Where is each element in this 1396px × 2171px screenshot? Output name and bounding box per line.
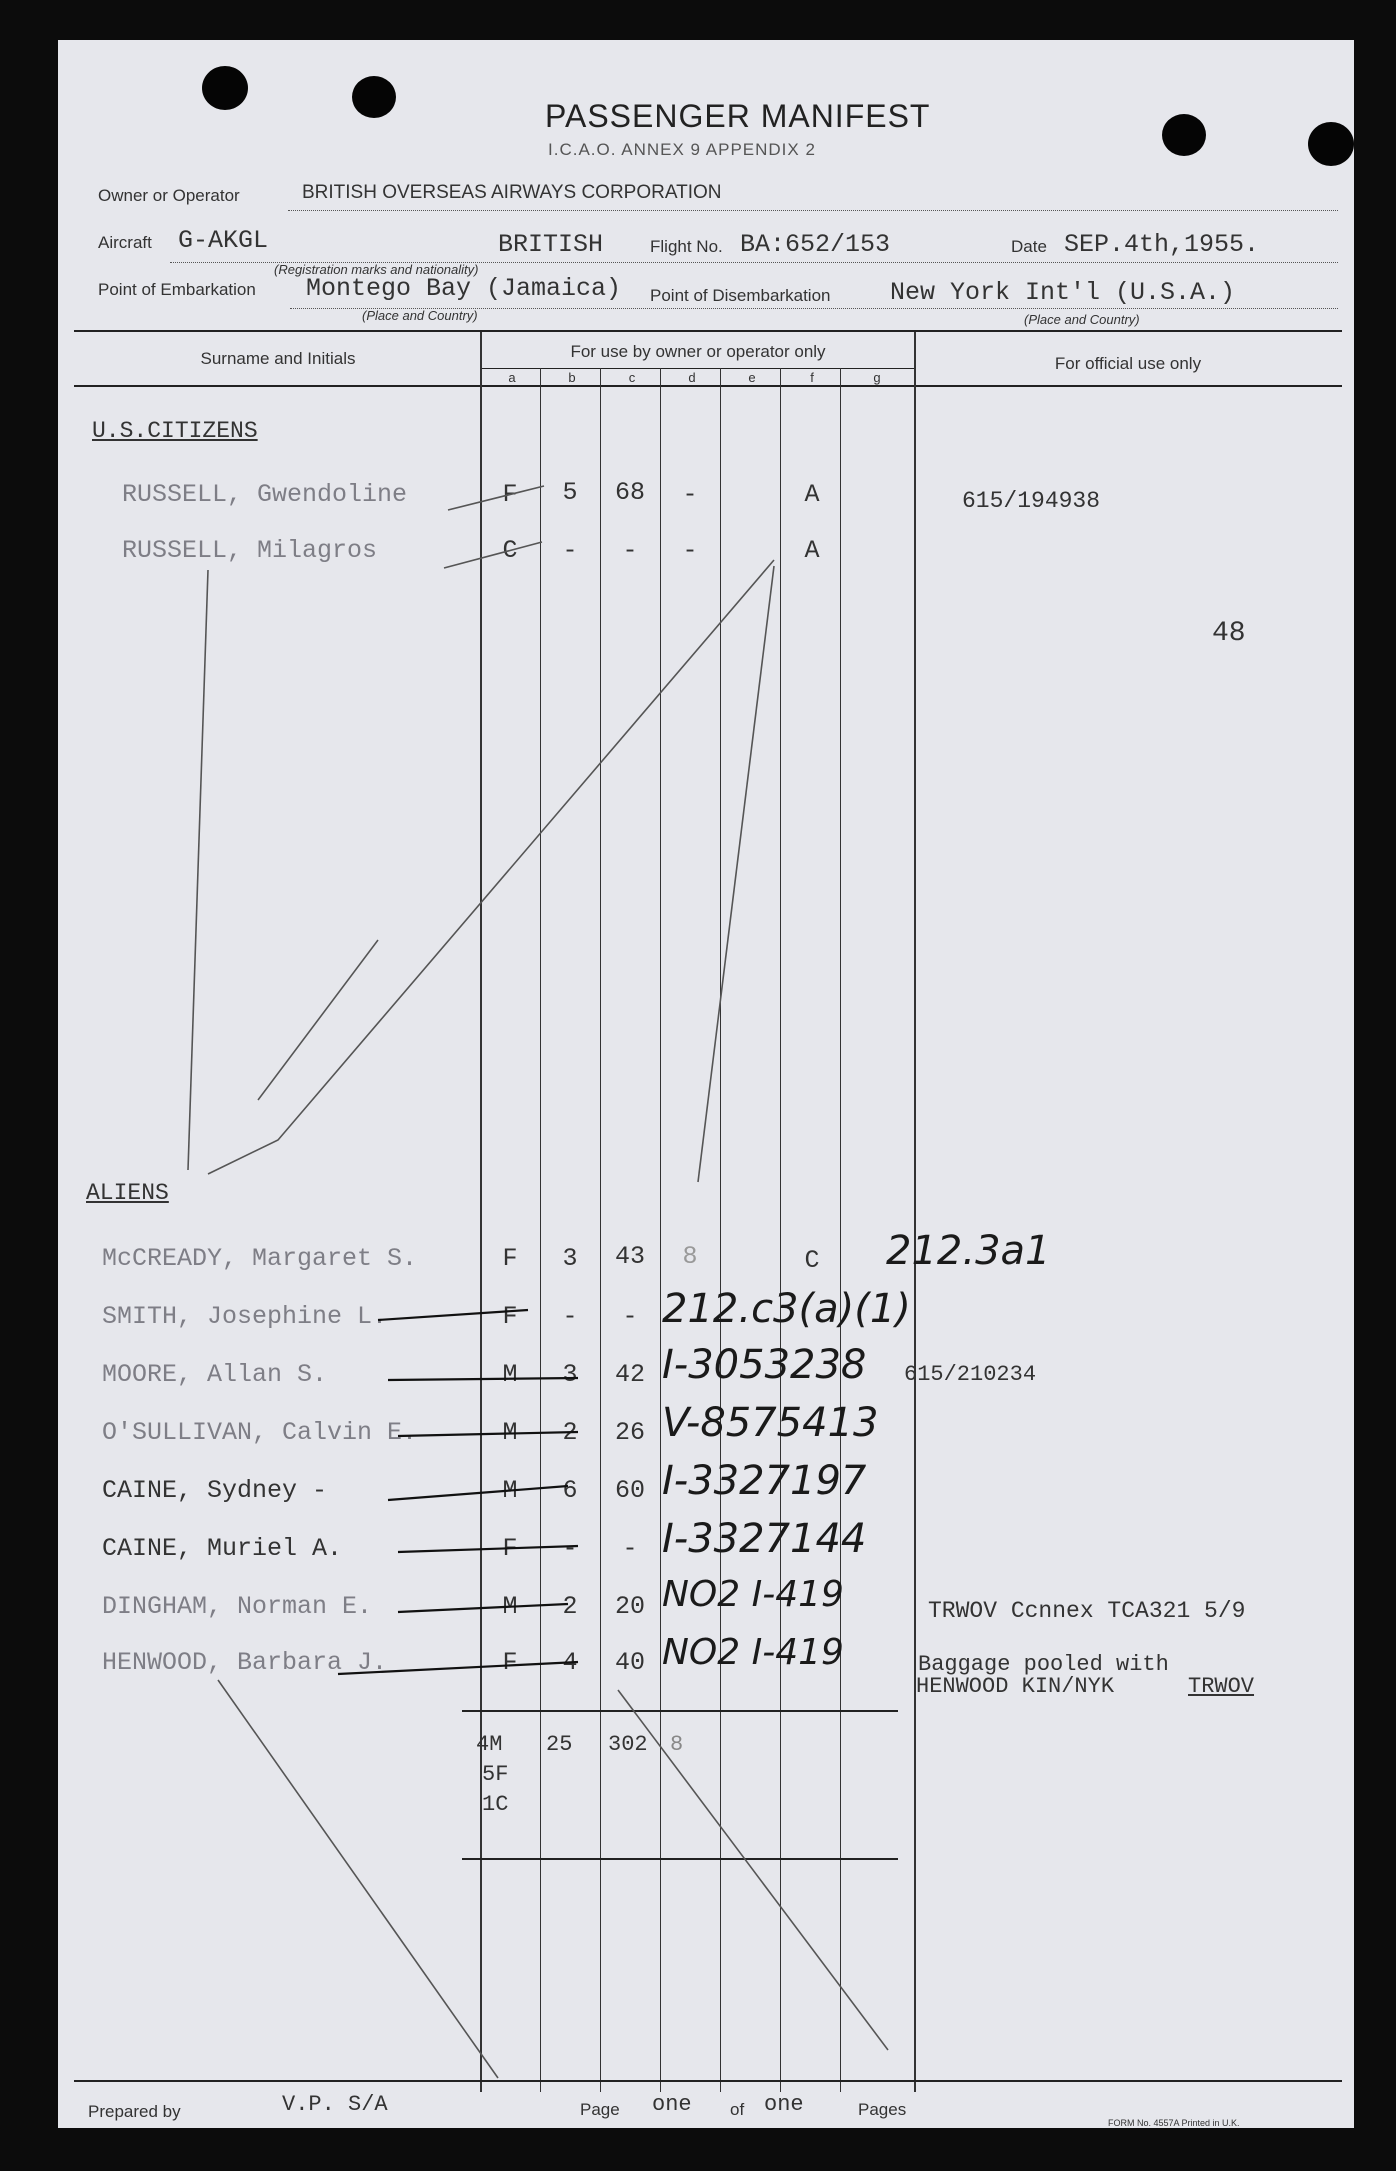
- pencil-diagonal: [218, 1680, 498, 2078]
- passenger-sex: F: [502, 480, 518, 509]
- passenger-sex: M: [502, 1418, 518, 1447]
- section-aliens: ALIENS: [86, 1180, 169, 1206]
- aircraft-label: Aircraft: [98, 233, 152, 252]
- date-label: Date: [1011, 237, 1047, 256]
- passenger-sex: M: [502, 1360, 518, 1389]
- pencil-diagonal: [258, 940, 378, 1100]
- embark-value: Montego Bay (Jamaica): [306, 274, 622, 303]
- col-f: f: [810, 370, 814, 385]
- owner-value: BRITISH OVERSEAS AIRWAYS CORPORATION: [302, 182, 722, 203]
- passenger-f: C: [804, 1246, 820, 1275]
- passenger-f: A: [804, 536, 820, 565]
- manifest-title: PASSENGER MANIFEST: [545, 98, 931, 134]
- passenger-name: McCREADY, Margaret S.: [102, 1244, 418, 1273]
- embark-place-note: (Place and Country): [362, 308, 478, 323]
- passenger-sex: C: [502, 536, 518, 565]
- col-line-3: [660, 368, 661, 2092]
- form-number: FORM No. 4557A Printed in U.K.: [1108, 2118, 1240, 2128]
- punch-hole-1: [202, 66, 248, 110]
- totals-bottom-rule: [462, 1858, 898, 1860]
- aircraft-value: G-AKGL: [178, 226, 269, 255]
- manifest-subtitle: I.C.A.O. ANNEX 9 APPENDIX 2: [548, 140, 816, 159]
- pencil-diagonal: [188, 570, 208, 1170]
- of-value: one: [764, 2092, 804, 2117]
- page-label: Page: [580, 2100, 620, 2119]
- passenger-b: 2: [562, 1418, 578, 1447]
- passenger-c: 60: [614, 1476, 645, 1505]
- official-number: 615/194938: [962, 488, 1101, 514]
- total-children: 1C: [482, 1792, 509, 1817]
- col-e: e: [748, 370, 756, 385]
- passenger-name: DINGHAM, Norman E.: [102, 1592, 373, 1621]
- surname-header: Surname and Initials: [200, 349, 356, 368]
- passenger-sex: F: [502, 1648, 518, 1677]
- passenger-d: -: [682, 536, 698, 565]
- flight-label: Flight No.: [650, 237, 723, 256]
- strike-mark: [388, 1486, 568, 1500]
- col-line-2: [600, 368, 601, 2092]
- passenger-name: O'SULLIVAN, Calvin E.: [102, 1418, 418, 1447]
- passenger-sex: F: [502, 1302, 518, 1331]
- passenger-b: -: [562, 1302, 578, 1331]
- registration-note: (Registration marks and nationality): [274, 262, 479, 277]
- passenger-sex: F: [502, 1534, 518, 1563]
- handwritten-note: I-3053238: [662, 1342, 867, 1388]
- header-bottom-rule: [74, 385, 1342, 387]
- date-value: SEP.4th,1955.: [1064, 230, 1260, 259]
- passenger-c: 68: [614, 478, 645, 507]
- punch-hole-4: [1308, 122, 1354, 166]
- handwritten-note: NO2 I-419: [662, 1632, 844, 1673]
- passenger-f: A: [804, 480, 820, 509]
- disembark-place-note: (Place and Country): [1024, 312, 1140, 327]
- total-b: 25: [546, 1732, 573, 1757]
- col-d: d: [688, 370, 696, 385]
- passenger-b: 3: [562, 1360, 578, 1389]
- pencil-diagonal: [698, 566, 774, 1182]
- passenger-name: MOORE, Allan S.: [102, 1360, 328, 1389]
- col-g: g: [873, 370, 881, 385]
- punch-hole-2: [352, 76, 396, 118]
- handwritten-note: 212.3a1: [886, 1228, 1051, 1274]
- passenger-b: 2: [562, 1592, 578, 1621]
- passenger-b: 6: [562, 1476, 578, 1505]
- col-b: b: [568, 370, 576, 385]
- passenger-name: HENWOOD, Barbara J.: [102, 1648, 388, 1677]
- passenger-c: 26: [614, 1418, 645, 1447]
- flight-value: BA:652/153: [740, 230, 891, 259]
- disembark-value: New York Int'l (U.S.A.): [890, 278, 1236, 307]
- total-males: 4M: [476, 1732, 503, 1757]
- col-line-4: [720, 368, 721, 2092]
- passenger-sex: F: [502, 1244, 518, 1273]
- official-use-header: For official use only: [1054, 354, 1202, 373]
- official-note: Baggage pooled with: [918, 1652, 1169, 1677]
- passenger-name: CAINE, Sydney -: [102, 1476, 328, 1505]
- total-d: 8: [670, 1732, 684, 1757]
- passenger-d: 8: [682, 1242, 698, 1271]
- passenger-c: -: [622, 536, 638, 565]
- col-line-6: [840, 368, 841, 2092]
- passenger-name: CAINE, Muriel A.: [102, 1534, 343, 1563]
- passenger-c: -: [622, 1534, 638, 1563]
- official-note-2: HENWOOD KIN/NYK: [916, 1674, 1115, 1699]
- official-number: 615/210234: [904, 1362, 1037, 1387]
- passenger-b: 5: [562, 478, 578, 507]
- disembark-label: Point of Disembarkation: [650, 286, 831, 305]
- pages-label: Pages: [858, 2100, 907, 2119]
- col-c: c: [628, 370, 636, 385]
- pencil-diagonal: [618, 1690, 888, 2050]
- manifest-sheet: [58, 40, 1354, 2128]
- passenger-b: -: [562, 1534, 578, 1563]
- official-note-3: TRWOV: [1188, 1674, 1255, 1699]
- section-us-citizens: U.S.CITIZENS: [92, 418, 258, 444]
- footer-rule: [74, 2080, 1342, 2082]
- owner-underline: [288, 210, 1338, 211]
- prepared-value: V.P. S/A: [282, 2092, 388, 2117]
- passenger-sex: M: [502, 1592, 518, 1621]
- handwritten-note: V-8575413: [662, 1400, 879, 1446]
- passenger-name: RUSSELL, Milagros: [122, 536, 378, 565]
- owner-use-header: For use by owner or operator only: [570, 342, 826, 361]
- col-a: a: [508, 370, 516, 385]
- passenger-name: SMITH, Josephine L.: [102, 1302, 388, 1331]
- passenger-b: 4: [562, 1648, 578, 1677]
- table-top-rule: [74, 330, 1342, 332]
- passenger-d: -: [682, 480, 698, 509]
- totals-top-rule: [462, 1710, 898, 1712]
- passenger-b: 3: [562, 1244, 578, 1273]
- total-c: 302: [608, 1732, 648, 1757]
- subheader-rule: [482, 368, 914, 369]
- nationality-value: BRITISH: [498, 230, 604, 259]
- passenger-c: 40: [614, 1648, 645, 1677]
- passenger-c: 43: [614, 1242, 645, 1271]
- handwritten-note: I-3327144: [662, 1516, 867, 1562]
- handwritten-note: I-3327197: [662, 1458, 867, 1504]
- owner-label: Owner or Operator: [98, 186, 240, 205]
- passenger-b: -: [562, 536, 578, 565]
- strike-mark: [398, 1604, 568, 1612]
- col-line-1: [540, 368, 541, 2092]
- page-value: one: [652, 2092, 692, 2117]
- of-label: of: [730, 2100, 745, 2119]
- page-marker: 48: [1212, 618, 1246, 649]
- pencil-diagonal: [208, 560, 774, 1174]
- embark-label: Point of Embarkation: [98, 280, 256, 299]
- col-line-7: [914, 332, 916, 2092]
- official-note: TRWOV Ccnnex TCA321 5/9: [928, 1598, 1246, 1624]
- prepared-label: Prepared by: [88, 2102, 181, 2121]
- passenger-name: RUSSELL, Gwendoline: [122, 480, 408, 509]
- col-line-5: [780, 368, 781, 2092]
- passenger-c: 42: [614, 1360, 645, 1389]
- punch-hole-3: [1162, 114, 1206, 156]
- passenger-c: -: [622, 1302, 638, 1331]
- total-females: 5F: [482, 1762, 509, 1787]
- passenger-c: 20: [614, 1592, 645, 1621]
- col-line-0: [480, 332, 482, 2092]
- passenger-sex: M: [502, 1476, 518, 1505]
- handwritten-note: NO2 I-419: [662, 1574, 844, 1615]
- handwritten-note: 212.c3(a)(1): [662, 1286, 911, 1332]
